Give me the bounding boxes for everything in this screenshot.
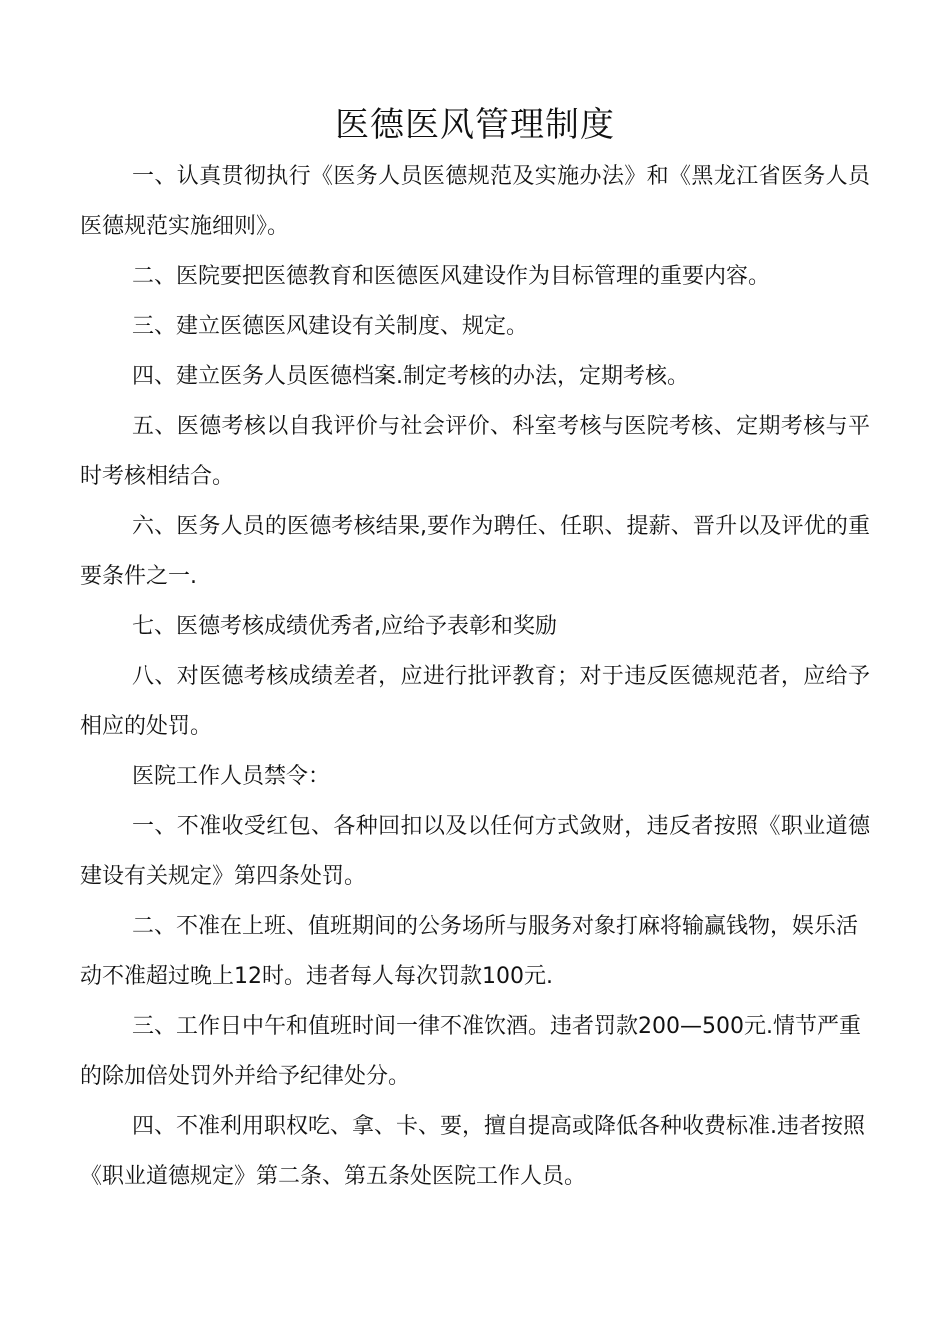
paragraph-5: 五、医德考核以自我评价与社会评价、科室考核与医院考核、定期考核与平时考核相结合。 <box>80 414 870 489</box>
prohibitions-heading: 医院工作人员禁令： <box>132 764 331 789</box>
paragraph-4: 四、建立医务人员医德档案.制定考核的办法，定期考核。 <box>132 364 689 389</box>
prohibition-3: 三、工作日中午和值班时间一律不准饮酒。违者罚款200—500元.情节严重的除加倍处罚外并给予纪律处分。 <box>80 1014 861 1089</box>
document-body <box>80 152 870 1202</box>
prohibition-1: 一、不准收受红包、各种回扣以及以任何方式敛财，违反者按照《职业道德建设有关规定》第四条处罚。 <box>80 814 870 889</box>
paragraph-1: 一、认真贯彻执行《医务人员医德规范及实施办法》和《黑龙江省医务人员医德规范实施细则》。 <box>80 164 870 239</box>
paragraph-8: 八、对医德考核成绩差者，应进行批评教育；对于违反医德规范者，应给予相应的处罚。 <box>80 664 870 739</box>
paragraph-2: 二、医院要把医德教育和医德医风建设作为目标管理的重要内容。 <box>132 264 771 289</box>
document-title: 医德医风管理制度 <box>335 105 615 145</box>
paragraph-6: 六、医务人员的医德考核结果,要作为聘任、任职、提薪、晋升以及评优的重要条件之一. <box>80 514 870 589</box>
prohibition-4: 四、不准利用职权吃、拿、卡、要，擅自提高或降低各种收费标准.违者按照《职业道德规定》第二条、第五条处医院工作人员。 <box>80 1114 865 1189</box>
paragraph-3: 三、建立医德医风建设有关制度、规定。 <box>132 314 529 339</box>
prohibition-2: 二、不准在上班、值班期间的公务场所与服务对象打麻将输赢钱物，娱乐活动不准超过晚上12时。违者每人每次罚款100元. <box>80 914 859 989</box>
paragraph-7: 七、医德考核成绩优秀者,应给予表彰和奖励 <box>132 614 557 639</box>
